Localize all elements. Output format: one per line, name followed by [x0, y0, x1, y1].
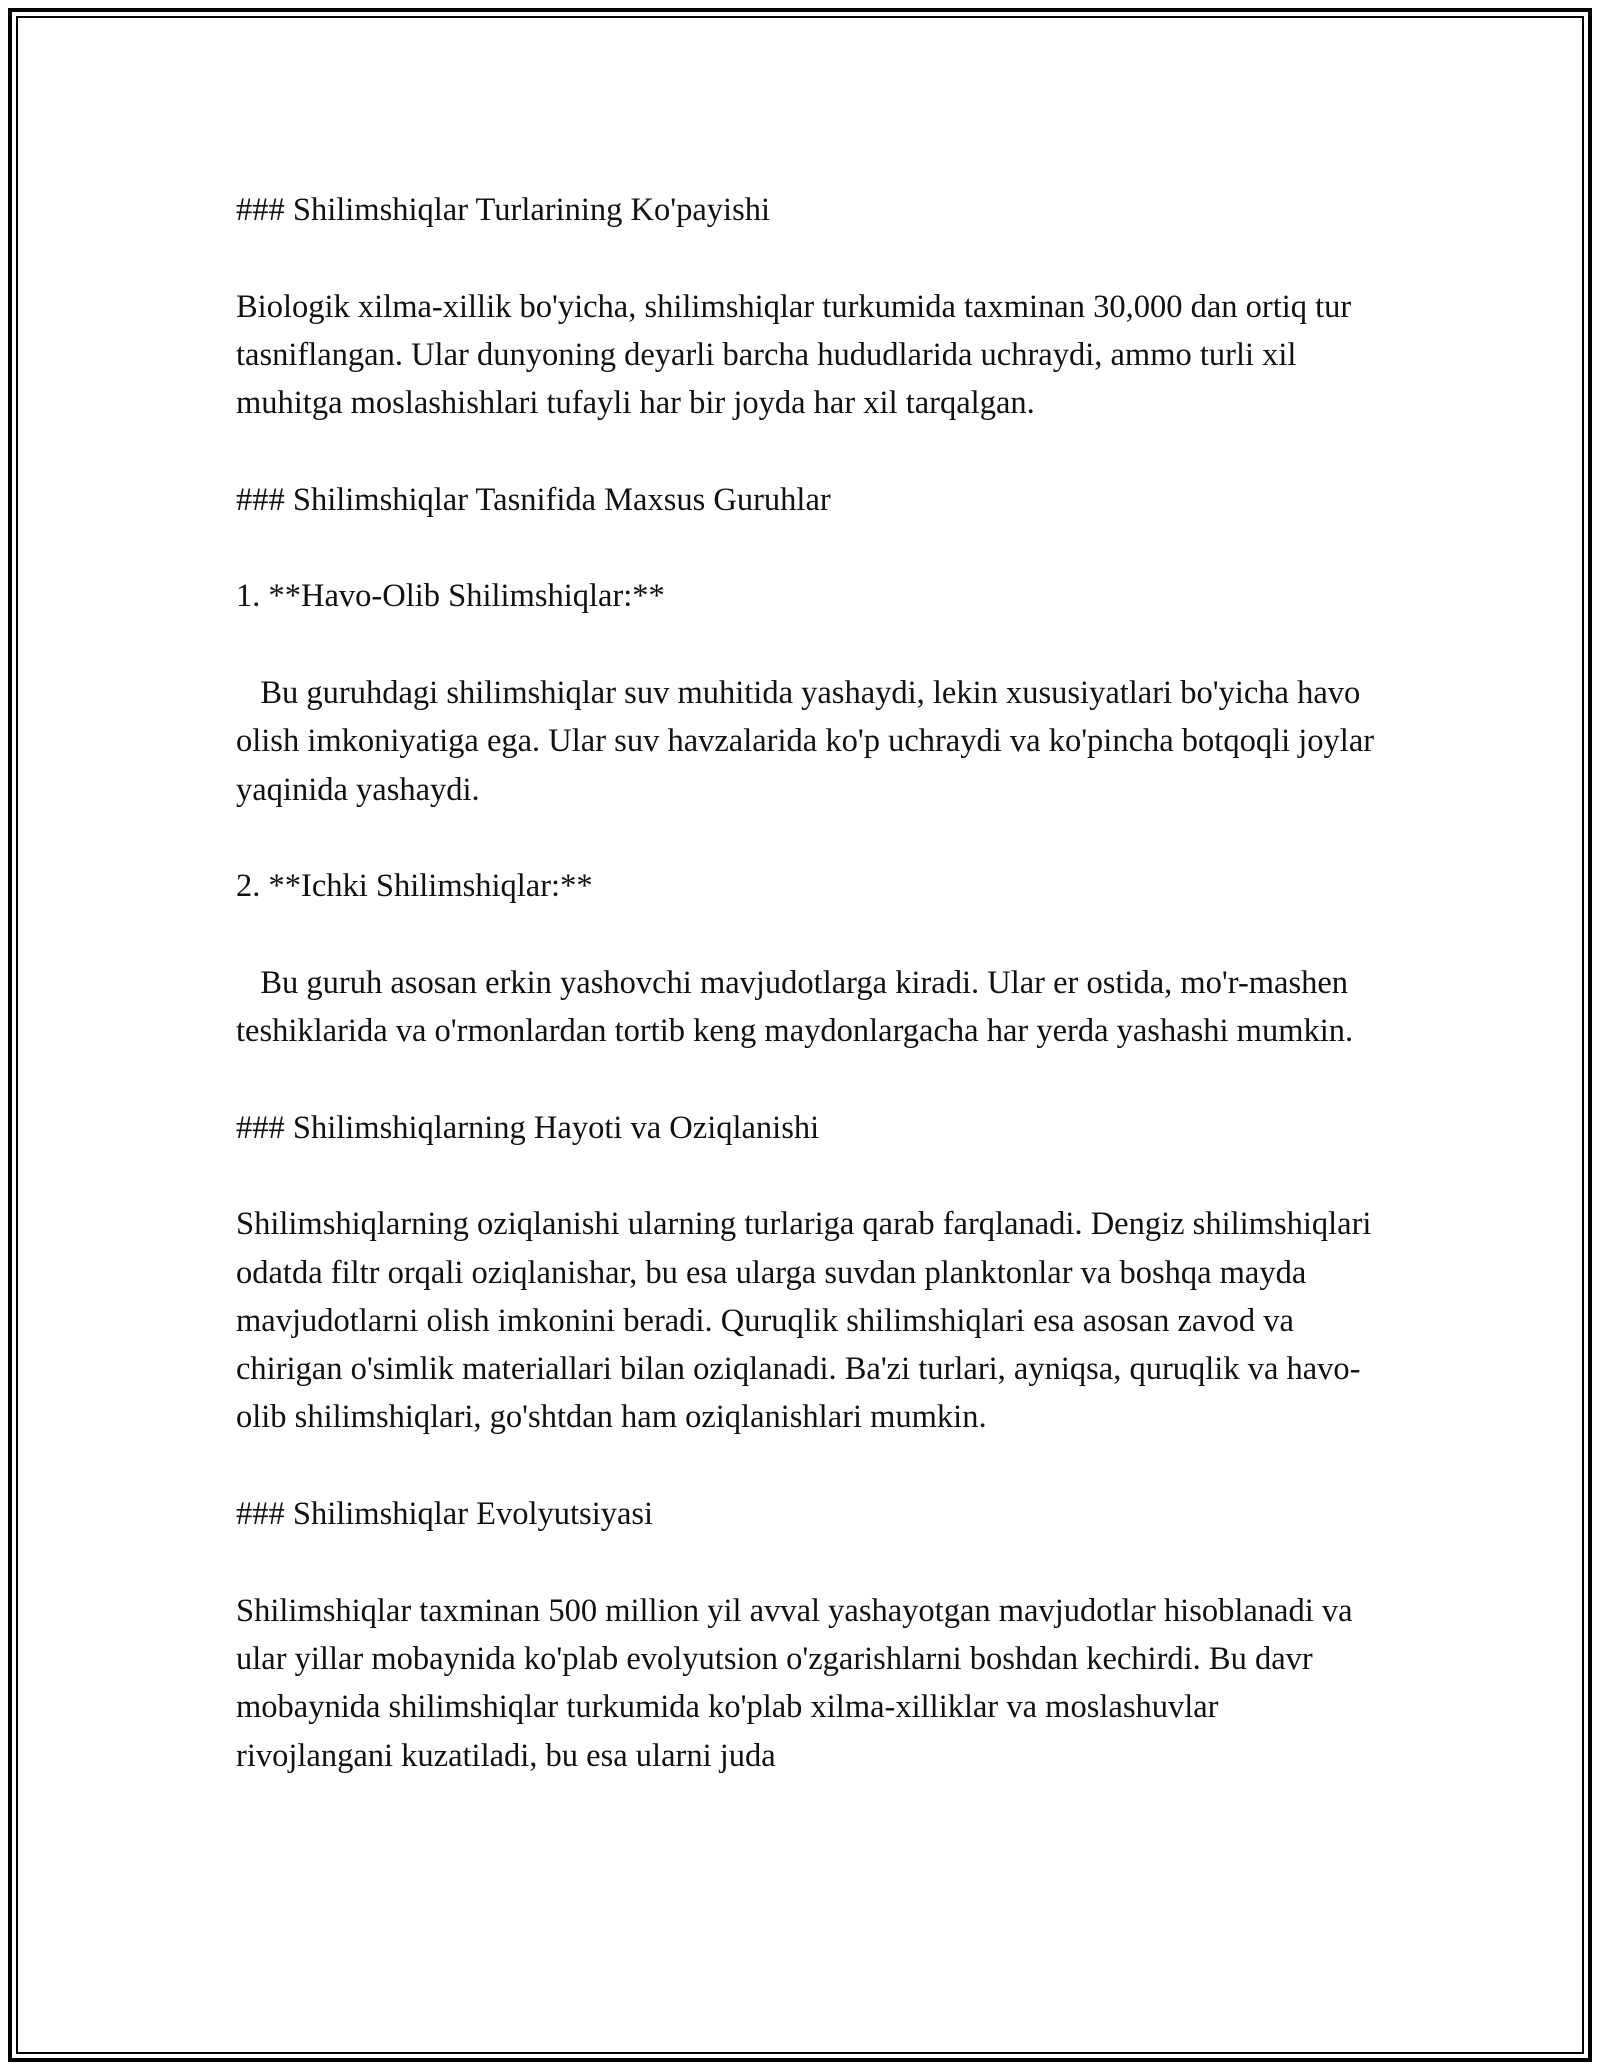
paragraph-diversity: Biologik xilma-xillik bo'yicha, shilimshiqlar turkumida taxminan 30,000 dan ortiq tur tasniflangan. Ular dunyoning deyarli barcha hududlarida uchraydi, ammo turli xil muhitga moslashishlari tufayli har bir joyda har xil tarqalgan.	[236, 288, 1360, 422]
heading-evolution: ### Shilimshiqlar Evolyutsiyasi	[236, 1496, 654, 1533]
heading-life-nutrition: ### Shilimshiqlarning Hayoti va Oziqlanishi	[236, 1109, 820, 1146]
paragraph-internal: Bu guruh asosan erkin yashovchi mavjudotlarga kiradi. Ular er ostida, mo'r-mashen teshiklarida va o'rmonlardan tortib keng maydonlargacha har yerda yashashi mumkin.	[236, 964, 1357, 1050]
paragraph-air-breathing: Bu guruhdagi shilimshiqlar suv muhitida yashaydi, lekin xususiyatlari bo'yicha havo olish imkoniyatiga ega. Ular suv havzalarida ko'p uchraydi va ko'pincha botqoqli joylar yaqinida yashaydi.	[236, 674, 1383, 808]
heading-reproduction: ### Shilimshiqlar Turlarining Ko'payishi	[236, 192, 771, 228]
list-item-internal: 2. **Ichki Shilimshiqlar:**	[236, 868, 593, 905]
document-body	[236, 186, 1383, 1780]
paragraph-evolution: Shilimshiqlar taxminan 500 million yil avval yashayotgan mavjudotlar hisoblanadi va ular yillar mobaynida ko'plab evolyutsion o'zgarishlarni boshdan kechirdi. Bu davr mobaynida shilimshiqlar turkumida ko'plab xilma-xilliklar va moslashuvlar rivojlangani kuzatiladi, bu esa ularni juda	[236, 1592, 1361, 1774]
heading-special-groups: ### Shilimshiqlar Tasnifida Maxsus Guruhlar	[236, 481, 831, 518]
paragraph-nutrition: Shilimshiqlarning oziqlanishi ularning turlariga qarab farqlanadi. Dengiz shilimshiqlari odatda filtr orqali oziqlanishar, bu esa ularga suvdan planktonlar va boshqa mayda mavjudotlarni olish imkonini beradi. Quruqlik shilimshiqlari esa asosan zavod va chirigan o'simlik materiallari bilan oziqlanadi. Ba'zi turlari, ayniqsa, quruqlik va havo-olib shilimshiqlari, go'shtdan ham oziqlanishlari mumkin.	[236, 1206, 1380, 1436]
list-item-air-breathing: 1. **Havo-Olib Shilimshiqlar:**	[236, 578, 665, 615]
